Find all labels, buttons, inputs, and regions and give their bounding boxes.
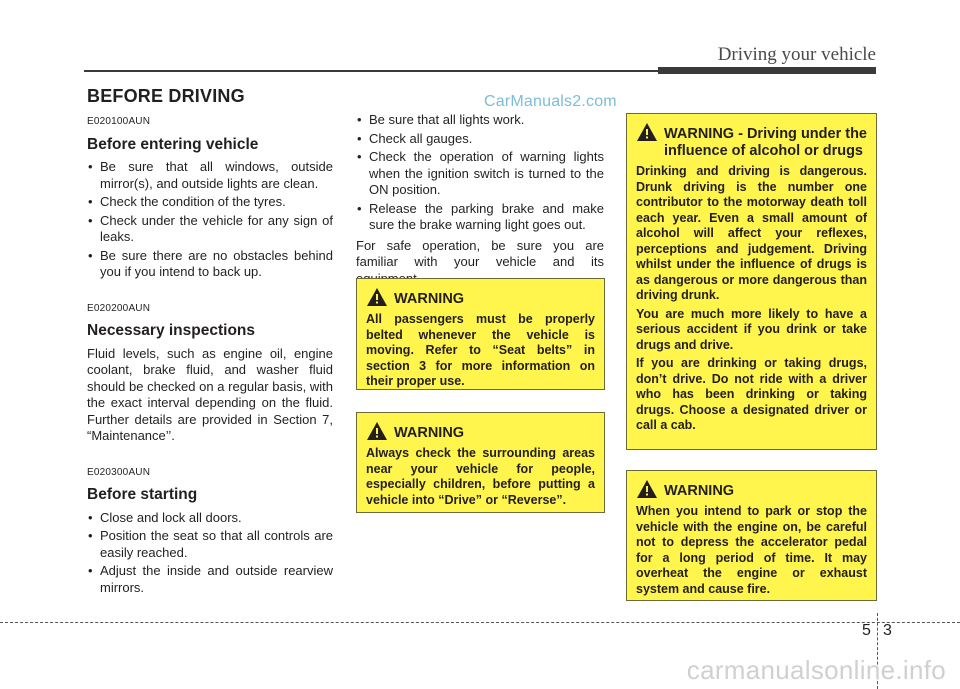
warning-paragraph: Drinking and driving is dangerous. Drunk driving is the number one contributor to the motorway death toll each year. Even a small amount of alcohol will affect your reflexes, perceptions and judgement. Driving whilst under the influence of drugs is as dangerous or more dangerous than driving drunk.: [636, 164, 867, 302]
section-code: E020200AUN: [87, 302, 151, 314]
list-item: • Be sure that all lights work.: [356, 112, 604, 129]
list-item: • Close and lock all doors.: [87, 510, 333, 527]
warning-triangle-icon: [636, 122, 658, 142]
list-item: • Be sure that all windows, outside mirror(s), and outside lights are clean.: [87, 159, 333, 192]
header-rule-thick: [658, 67, 876, 74]
warning-triangle-icon: [366, 421, 388, 441]
left-column: [87, 114, 333, 598]
bullet-list: [87, 510, 333, 597]
warning-text: All passengers must be properly belted whenever the vehicle is moving. Refer to “Seat belts” in section 3 for more information on their proper use.: [366, 312, 595, 388]
warning-title: WARNING: [394, 291, 465, 307]
footer-divider: [0, 622, 960, 623]
warning-paragraph: You are much more likely to have a serious accident if you drink or take drugs and drive.: [636, 306, 867, 352]
necessary-inspections-section: [87, 301, 333, 445]
middle-column: [356, 112, 604, 287]
page-number: 3: [883, 622, 892, 639]
watermark-bottom: carmanualsonline.info: [686, 655, 946, 685]
list-item: • Check the condition of the tyres.: [87, 194, 333, 211]
list-item: • Release the parking brake and make sure the brake warning light goes out.: [356, 201, 604, 234]
warning-box-engine-on: [626, 470, 877, 601]
section-heading: Before starting: [87, 486, 198, 503]
warning-triangle-icon: [636, 479, 658, 499]
section-code: E020300AUN: [87, 466, 151, 478]
warning-header: [366, 287, 595, 308]
watermark-top: CarManuals2.com: [484, 93, 617, 110]
bullet-list: [87, 159, 333, 281]
body-paragraph: For safe operation, be sure you are familiar with your vehicle and its: [356, 237, 604, 269]
warning-header: [366, 421, 595, 442]
warning-title: WARNING: [394, 425, 465, 441]
warning-title: WARNING - Driving under the influence of alcohol or drugs: [664, 126, 867, 159]
warning-text: When you intend to park or stop the vehicle with the engine on, be careful not to depress the accelerator pedal for a long period of time. It may overheat the engine or exhaust system and cause fire.: [636, 504, 867, 596]
chapter-number: 5: [862, 622, 871, 639]
before-entering-section: [87, 114, 333, 281]
warning-header: [636, 122, 867, 160]
list-item: • Check all gauges.: [356, 131, 604, 148]
warning-triangle-icon: [366, 287, 388, 307]
body-paragraph: Fluid levels, such as engine oil, engine coolant, brake fluid, and washer fluid should be checked on a regular basis, with the exact interval depending on the fluid. Further details are provided in Section 7, “Maintenance’’.: [87, 345, 333, 443]
list-item: • Be sure there are no obstacles behind you if you intend to back up.: [87, 248, 333, 281]
warning-header: [636, 479, 867, 500]
section-title: BEFORE DRIVING: [87, 86, 245, 106]
header-rule-thin: [84, 70, 660, 72]
warning-paragraph: If you are drinking or taking drugs, don’t drive. Do not ride with a driver who has been drinking or taking drugs. Choose a designated driver or call a cab.: [636, 356, 867, 432]
bullet-list: [356, 112, 604, 234]
list-item: • Check the operation of warning lights when the ignition switch is turned to the ON position.: [356, 149, 604, 199]
section-code: E020100AUN: [87, 116, 151, 127]
list-item: • Check under the vehicle for any sign of leaks.: [87, 213, 333, 246]
section-heading: Before entering vehicle: [87, 135, 259, 153]
warning-text: Always check the surrounding areas near your vehicle for people, especially children, before putting a vehicle into “Drive” or “Reverse”.: [366, 446, 595, 507]
before-starting-section: [87, 465, 333, 597]
list-item: • Adjust the inside and outside rearview mirrors.: [87, 563, 333, 596]
section-heading: Necessary inspections: [87, 322, 256, 339]
header-title: Driving your vehicle: [717, 44, 876, 65]
warning-box-alcohol-drugs: [626, 113, 877, 450]
warning-box-seatbelts: [356, 278, 605, 390]
warning-title: WARNING: [664, 483, 735, 499]
warning-box-surrounding: [356, 412, 605, 513]
list-item: • Position the seat so that all controls are easily reached.: [87, 528, 333, 561]
